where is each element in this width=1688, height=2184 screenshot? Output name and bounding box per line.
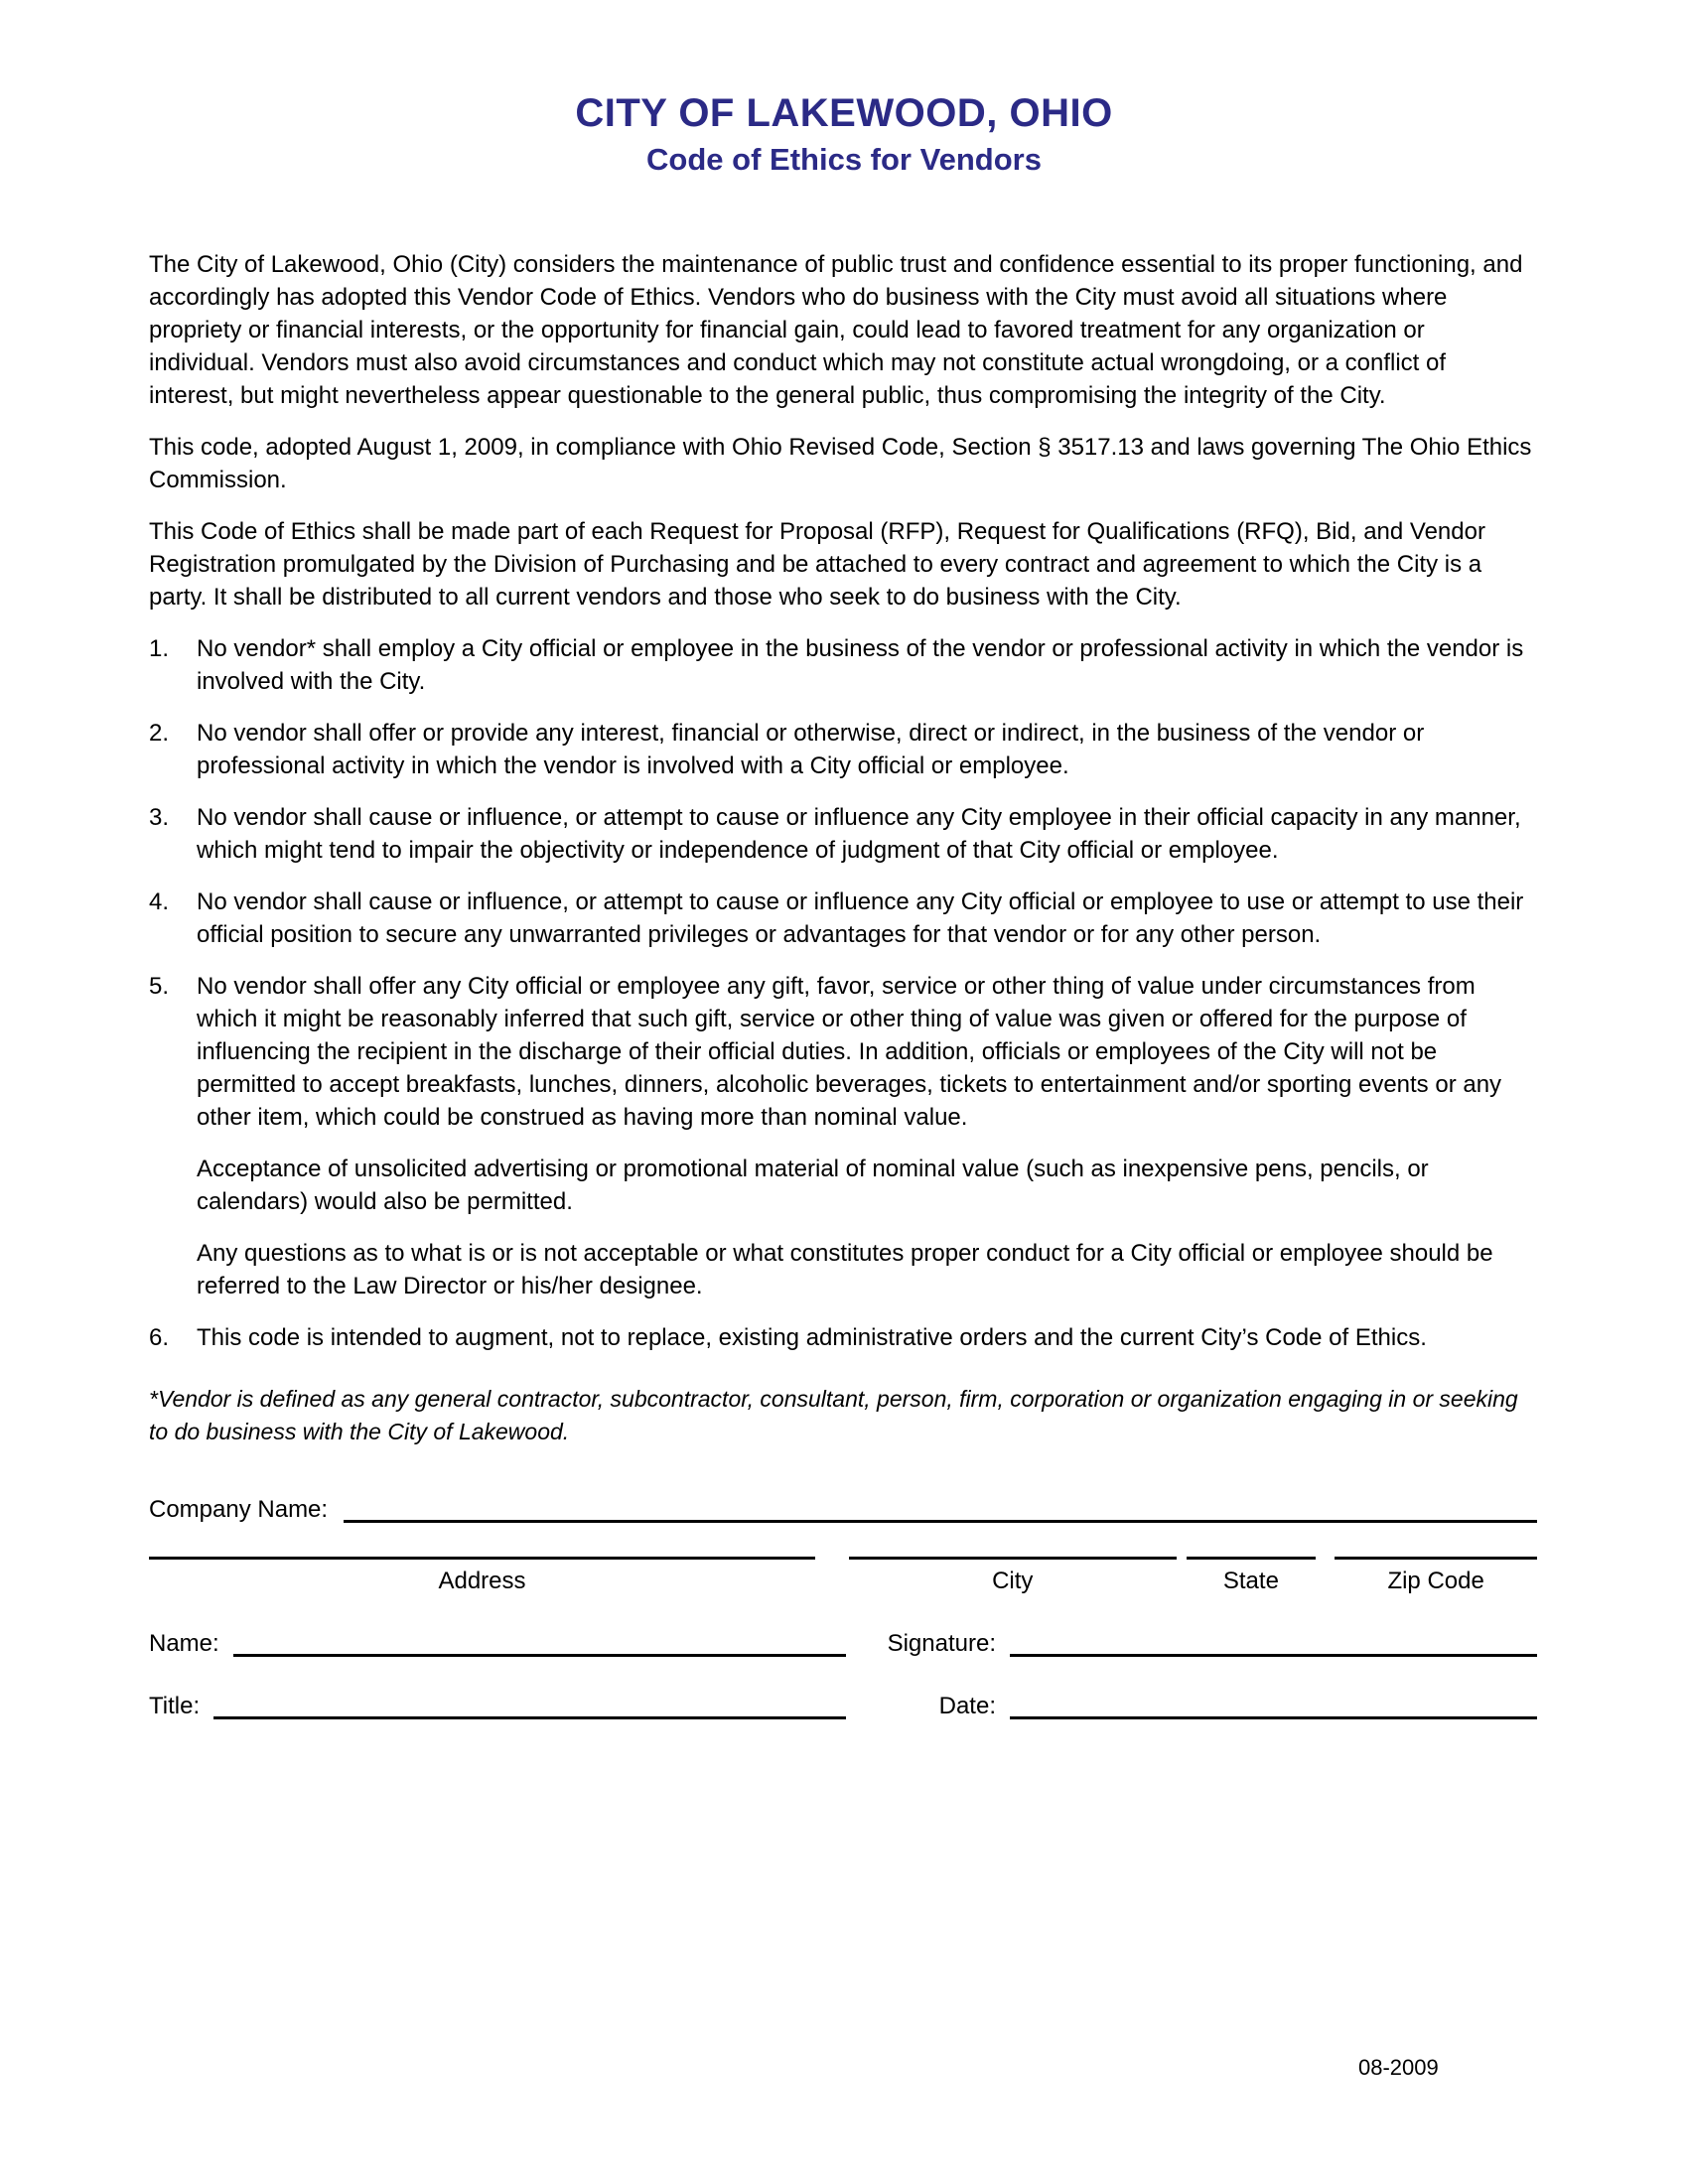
rule-5-subparagraph-2: Any questions as to what is or is not acceptable or what constitutes proper conduct for a City official or employee should be referred to the Law Director or his/her designee. [197,1240,1493,1300]
city-label: City [992,1568,1034,1595]
rule-2-text: No vendor shall offer or provide any interest, financial or otherwise, direct or indirect, in the business of the vendor or professional activity in which the vendor is involved with a City official or employee. [197,720,1425,780]
rule-item-1 [149,632,1537,698]
revision-code: 08-2009 [1358,2055,1439,2080]
title-label: Title: [149,1693,201,1720]
rule-6-number: 6. [149,1324,170,1352]
rule-item-3 [149,801,1537,867]
vendor-definition-footnote: *Vendor is defined as any general contractor, subcontractor, consultant, person, firm, corporation or organization engaging in or seeking to do business with the City of Lakewood. [149,1386,1518,1445]
rule-1-text: No vendor* shall employ a City official or employee in the business of the vendor or professional activity in which the vendor is involved with the City. [197,635,1524,696]
rule-item-6 [149,1321,1537,1354]
rule-3-number: 3. [149,804,170,832]
company-name-row [149,1495,1537,1525]
address-row [149,1557,1537,1595]
scope-paragraph: This Code of Ethics shall be made part of each Request for Proposal (RFP), Request for Qualifications (RFQ), Bid, and Vendor Registration promulgated by the Division of Purchasing and be attached to every contract and agreement to which the City is a party. It shall be distributed to all current vendors and those who seek to do business with the City. [149,518,1485,612]
state-label: State [1222,1568,1279,1595]
signature-field[interactable] [1010,1637,1537,1657]
zip-code-segment [1335,1557,1537,1595]
signature-form [149,1495,1537,1721]
document-title: CITY OF LAKEWOOD, OHIO [575,91,1113,135]
rule-2-number: 2. [149,720,170,748]
rule-1-number: 1. [149,635,170,663]
rule-4-text: No vendor shall cause or influence, or attempt to cause or influence any City official or employee to use or attempt to use their official position to secure any unwarranted privileges or advantages for that vendor or for any other person. [197,888,1524,949]
date-group [871,1692,1537,1721]
company-name-field[interactable] [344,1503,1537,1523]
rule-6-text: This code is intended to augment, not to replace, existing administrative orders and the current City’s Code of Ethics. [197,1324,1427,1352]
title-field[interactable] [213,1700,846,1719]
rules-list [149,632,1537,1354]
name-label: Name: [149,1630,219,1658]
rule-4-number: 4. [149,888,170,916]
address-segment [149,1557,815,1595]
date-field[interactable] [1010,1700,1537,1719]
date-label: Date: [938,1693,996,1720]
address-label: Address [438,1568,526,1595]
signature-label: Signature: [887,1630,996,1658]
state-segment [1187,1557,1317,1595]
signature-group [871,1629,1537,1659]
rule-5-text: No vendor shall offer any City official or employee any gift, favor, service or other thing of value under circumstances from which it might be reasonably inferred that such gift, service or other thing of value was given or offered for the purpose of influencing the recipient in the discharge of their official duties. In addition, officials or employees of the City will not be permitted to accept breakfasts, lunches, dinners, alcoholic beverages, tickets to entertainment and/or sporting events or any other item, which could be construed as having more than nominal value. [197,973,1502,1132]
title-date-row [149,1692,1537,1721]
document-header [0,0,1688,177]
adoption-paragraph: This code, adopted August 1, 2009, in compliance with Ohio Revised Code, Section § 3517.13 and laws governing The Ohio Ethics Commission. [149,434,1532,494]
title-group [149,1692,846,1721]
rule-5-number: 5. [149,973,170,1001]
rule-item-2 [149,717,1537,782]
rule-item-5 [149,970,1537,1134]
rule-5-subparagraph-1: Acceptance of unsolicited advertising or promotional material of nominal value (such as inexpensive pens, pencils, or calendars) would also be permitted. [197,1156,1429,1216]
city-segment [849,1557,1177,1595]
name-field[interactable] [233,1637,846,1657]
name-signature-row [149,1629,1537,1659]
company-name-label: Company Name: [149,1496,329,1524]
document-subtitle: Code of Ethics for Vendors [646,142,1042,177]
rule-3-text: No vendor shall cause or influence, or attempt to cause or influence any City employee in their official capacity in any manner, which might tend to impair the objectivity or independence of judgment of that City official or employee. [197,804,1521,865]
zip-code-label: Zip Code [1387,1568,1484,1595]
rule-item-4 [149,886,1537,951]
name-group [149,1629,846,1659]
document-body [0,248,1688,1721]
intro-paragraph: The City of Lakewood, Ohio (City) considers the maintenance of public trust and confidence essential to its proper functioning, and accordingly has adopted this Vendor Code of Ethics. Vendors who do business with the City must avoid all situations where propriety or financial interests, or the opportunity for financial gain, could lead to favored treatment for any organization or individual. Vendors must also avoid circumstances and conduct which may not constitute actual wrongdoing, or a conflict of interest, but might nevertheless appear questionable to the general public, thus compromising the integrity of the City. [149,251,1523,410]
